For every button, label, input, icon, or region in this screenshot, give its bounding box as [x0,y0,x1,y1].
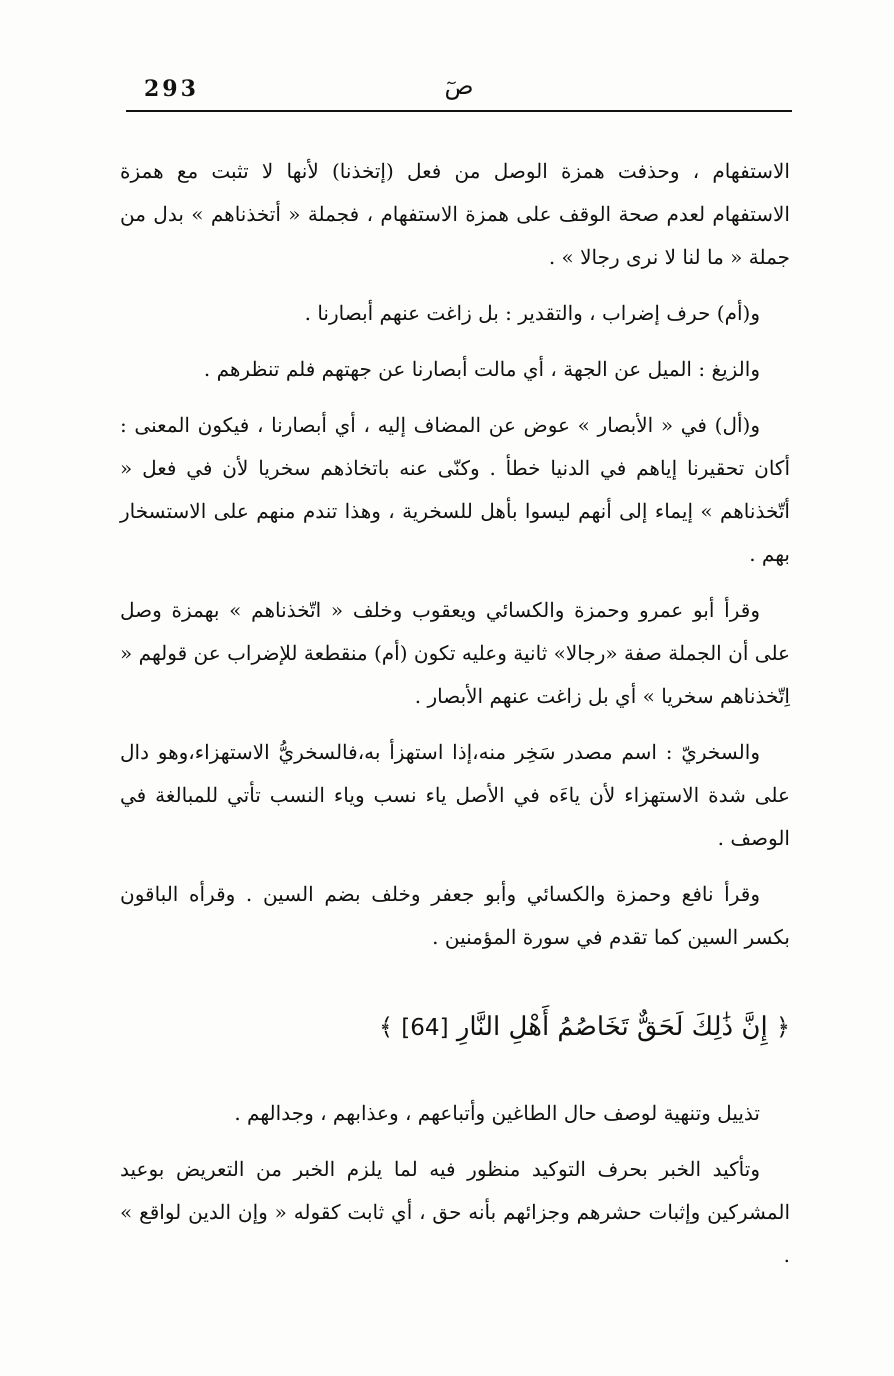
page-header [126,72,792,108]
paragraph-5: وقرأ أبو عمرو وحمزة والكسائي ويعقوب وخلف « اتّخذناهم » بهمزة وصل على أن الجملة صفة «رجالا» ثانية وعليه تكون (أم) منقطعة للإضراب عن قولهم « اِتّخذناهم سخريا » أي بل زاغت عنهم الأبصار . [120,598,790,708]
verse-open-bracket: ﴿ [775,1013,790,1041]
paragraph-6: والسخريّ : اسم مصدر سَخِر منه،إذا استهزأ به،فالسخريُّ الاستهزاء،وهو دال على شدة الاستهزاء لأن ياءَه في الأصل ياء نسب وياء النسب تأتي للمبالغة في الوصف . [120,740,790,850]
paragraph-9: وتأكيد الخبر بحرف التوكيد منظور فيه لما يلزم الخبر من التعريض بوعيد المشركين وإثبات حشرهم وجزائهم بأنه حق ، أي ثابت كقوله « وإن الدين لواقع » . [120,1157,790,1267]
paragraph-3: والزيغ : الميل عن الجهة ، أي مالت أبصارنا عن جهتهم فلم تنظرهم . [203,357,760,381]
verse-close-bracket: ﴾ [378,1013,394,1041]
page-number: 293 [144,76,199,102]
verse-number: [64] [401,1015,449,1041]
quran-verse [120,1003,790,1052]
paragraph-1: الاستفهام ، وحذفت همزة الوصل من فعل (إتخذنا) لأنها لا تثبت مع همزة الاستفهام لعدم صحة الوقف على همزة الاستفهام ، فجملة « أتخذناهم » بدل من جملة « ما لنا لا نرى رجالا » . [120,159,790,269]
body-text [120,150,790,1290]
paragraph-7: وقرأ نافع وحمزة والكسائي وأبو جعفر وخلف بضم السين . وقرأه الباقون بكسر السين كما تقدم في سورة المؤمنين . [120,882,790,949]
paragraph-2: و(أم) حرف إضراب ، والتقدير : بل زاغت عنهم أبصارنا . [304,301,760,325]
verse-text: إِنَّ ذَٰلِكَ لَحَقٌّ تَخَاصُمُ أَهْلِ النَّارِ [456,1012,768,1042]
running-head: صٓ [444,72,474,100]
header-rule [126,110,792,112]
paragraph-8: تذييل وتنهية لوصف حال الطاغين وأتباعهم ، وعذابهم ، وجدالهم . [234,1101,760,1125]
paragraph-4: و(أل) في « الأبصار » عوض عن المضاف إليه ، أي أبصارنا ، فيكون المعنى : أكان تحقيرنا إياهم في الدنيا خطأ . وكنّى عنه باتخاذهم سخريا لأن في فعل « أتّخذناهم » إيماء إلى أنهم ليسوا بأهل للسخرية ، وهذا تندم منهم على الاستسخار بهم . [120,413,790,566]
